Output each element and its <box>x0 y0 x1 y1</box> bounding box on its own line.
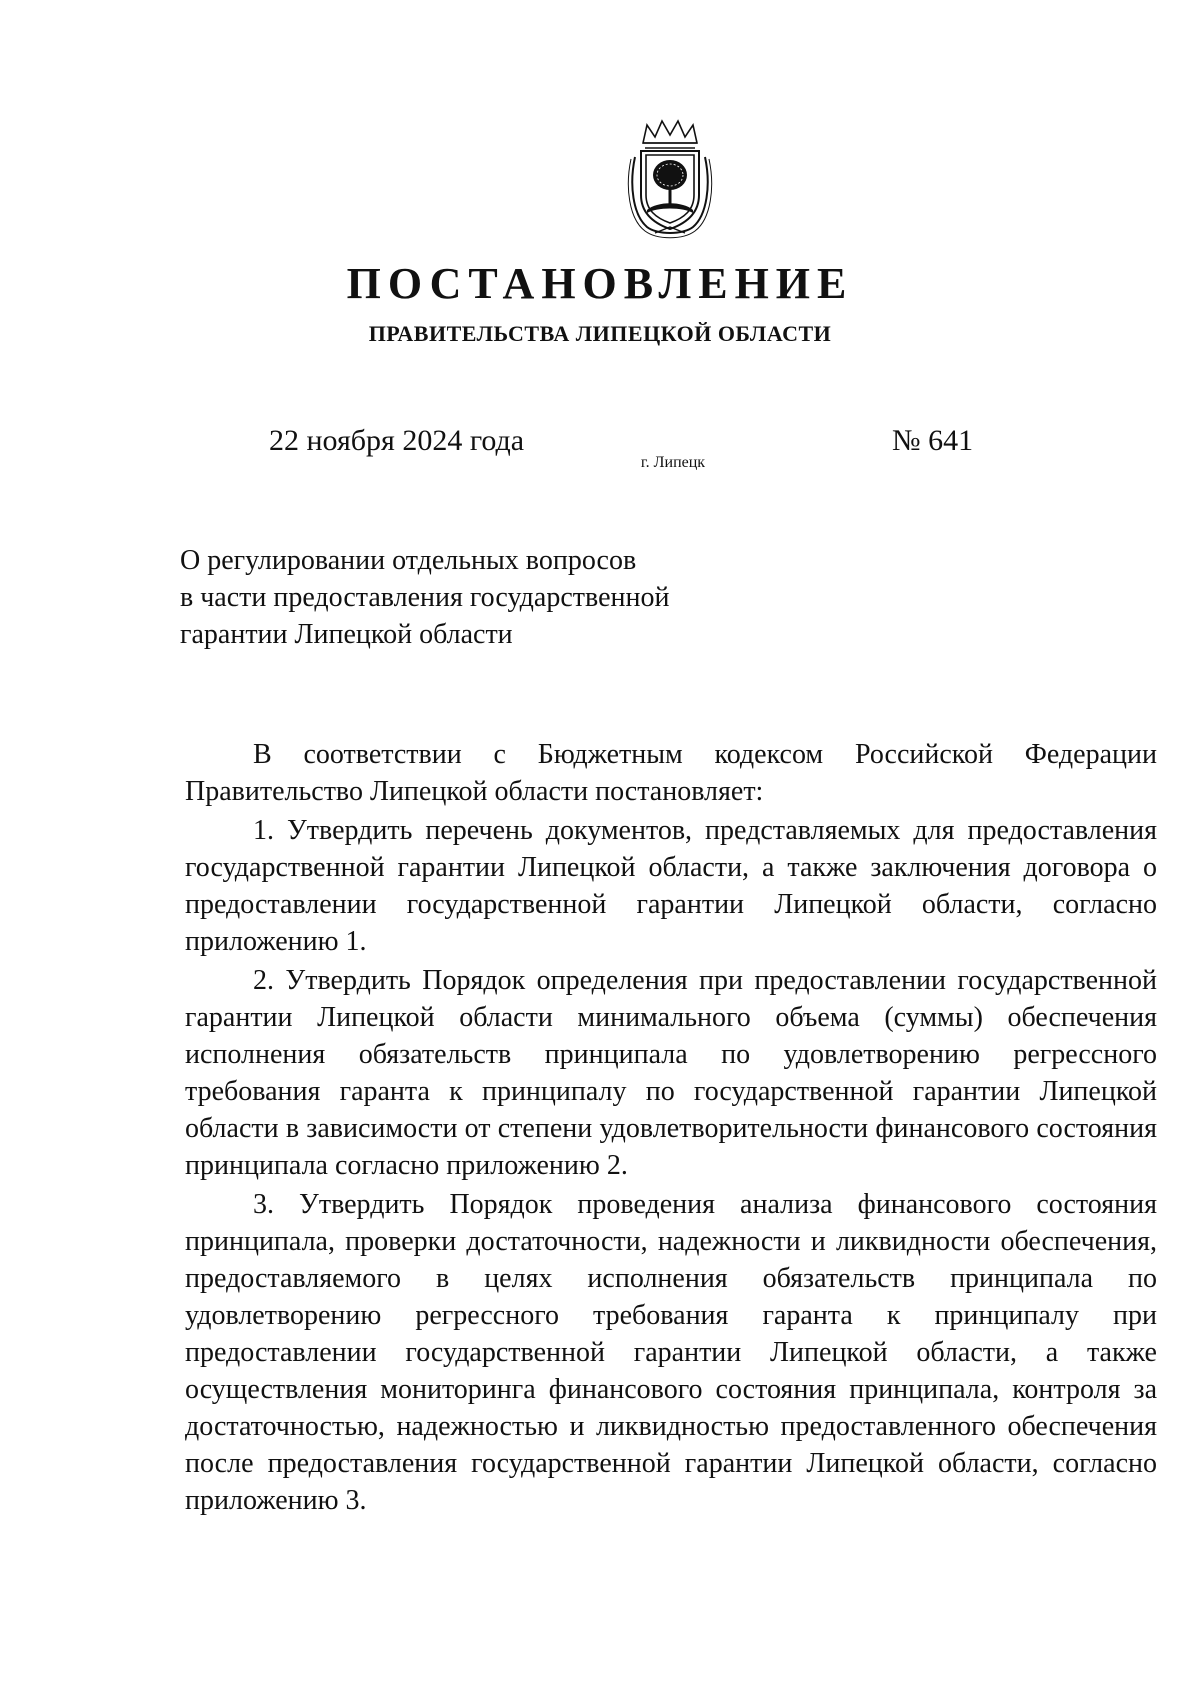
body-paragraph-2: 2. Утвердить Порядок определения при предоставлении государственной гарантии Липецкой области минимального объема (суммы) обеспечения исполнения обязательств принципала по удовлетворению регрессного требования гаранта к принципалу по государственной гарантии Липецкой области в зависимости от степени удовлетворительности финансового состояния принципала согласно приложению 2. <box>185 965 1157 1181</box>
coat-of-arms-icon <box>625 115 715 243</box>
document-city: г. Липецк <box>640 454 706 471</box>
document-type-title: ПОСТАНОВЛЕНИЕ <box>346 259 854 308</box>
document-subject: О регулировании отдельных вопросов в части предоставления государственной гарантии Липецкой области <box>180 545 670 650</box>
body-paragraph-1: 1. Утвердить перечень документов, представляемых для предоставления государственной гарантии Липецкой области, а также заключения договора о предоставлении государственной гарантии Липецкой области, согласно приложению 1. <box>185 815 1157 957</box>
body-paragraph-3: 3. Утвердить Порядок проведения анализа финансового состояния принципала, проверки достаточности, надежности и ликвидности обеспечения, предоставляемого в целях исполнения обязательств принципала по удовлетворению регрессного требования гаранта к принципалу при предоставлении государственной гарантии Липецкой области, а также осуществления мониторинга финансового состояния принципала, контроля за достаточностью, надежностью и ликвидностью предоставленного обеспечения после предоставления государственной гарантии Липецкой области, согласно приложению 3. <box>185 1189 1157 1516</box>
document-date: 22 ноября 2024 года <box>269 424 525 457</box>
body-paragraph-preamble: В соответствии с Бюджетным кодексом Российской Федерации Правительство Липецкой области постановляет: <box>185 739 1157 807</box>
document-number: № 641 <box>892 424 974 457</box>
document-body <box>185 736 1157 1521</box>
issuer-title: ПРАВИТЕЛЬСТВА ЛИПЕЦКОЙ ОБЛАСТИ <box>368 321 832 346</box>
